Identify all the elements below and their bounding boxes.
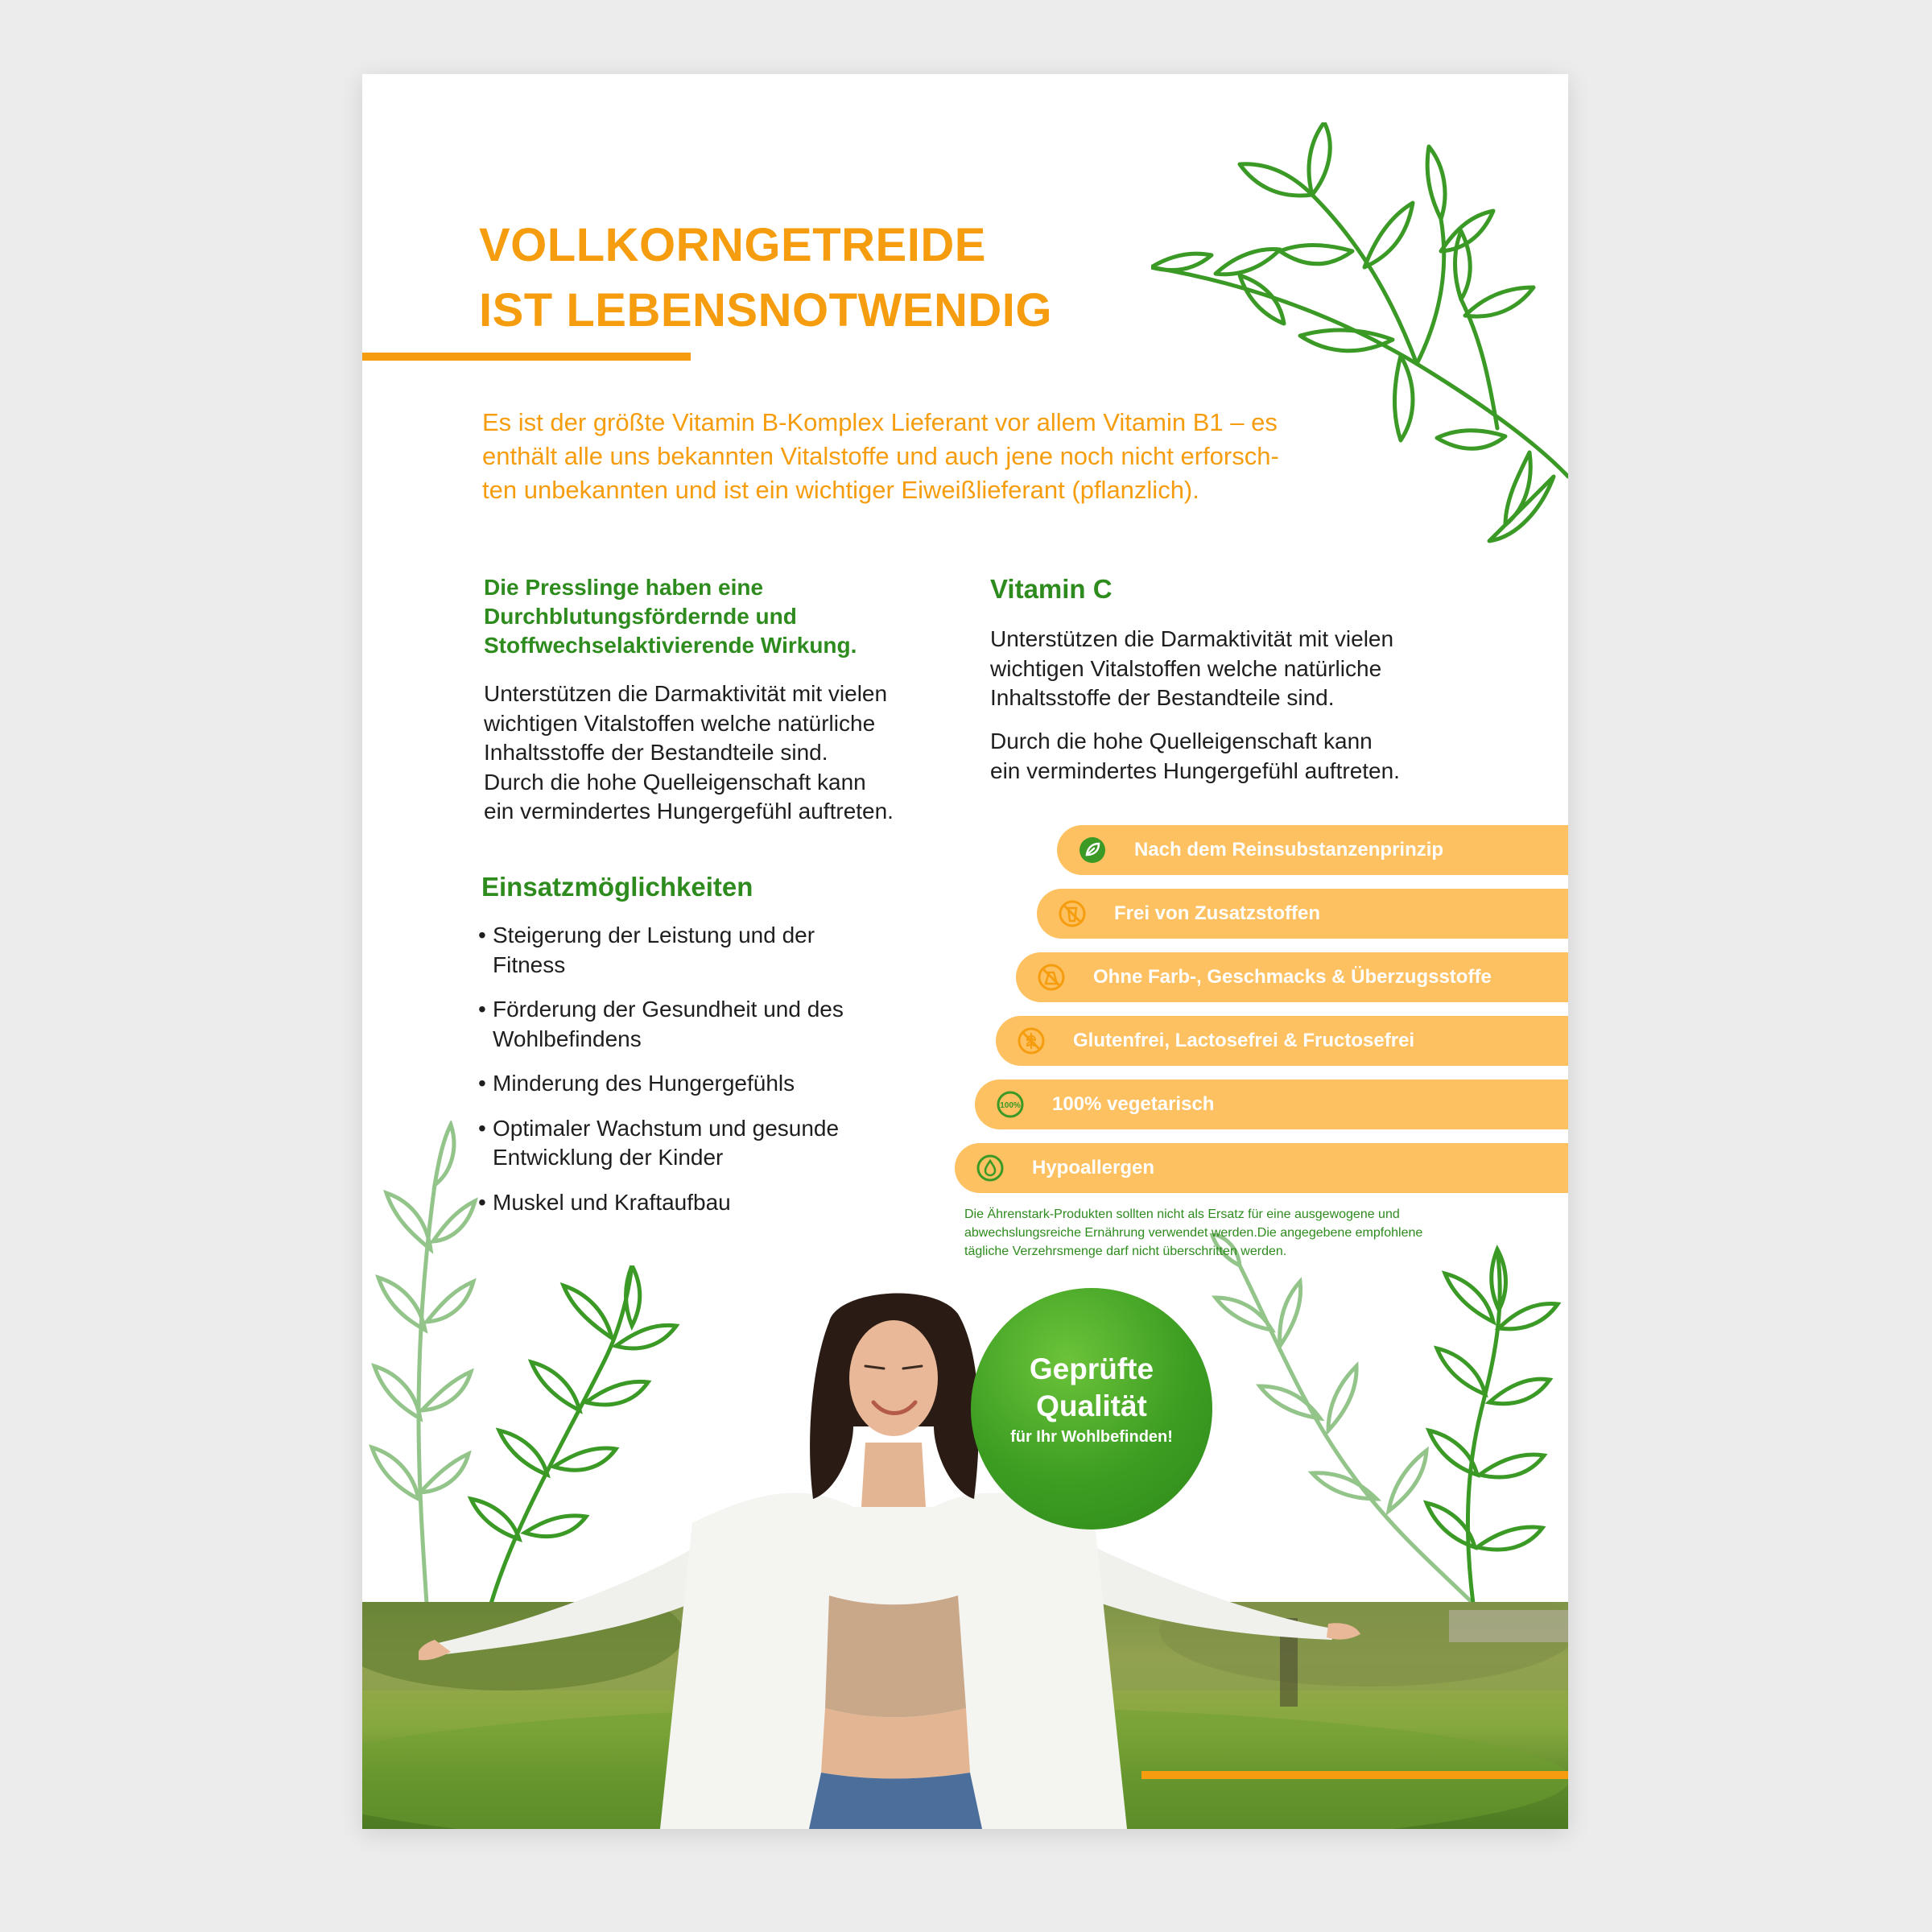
feature-label: Hypoallergen <box>1032 1157 1155 1179</box>
disclaimer-text <box>964 1205 1422 1261</box>
presslinge-text <box>484 679 894 827</box>
presslinge-heading-line: Stoffwechselaktivierende Wirkung. <box>484 633 857 658</box>
feature-pill-reinsubstanz <box>1057 825 1568 875</box>
vitamin-c-heading <box>990 573 1113 605</box>
feature-pill-glutenfrei <box>996 1016 1568 1066</box>
no-additives-icon <box>1058 899 1087 928</box>
presslinge-heading <box>484 573 857 660</box>
badge-line-1: Geprüfte <box>1029 1352 1154 1385</box>
disclaimer-line: Die Ährenstark-Produkten sollten nicht als Ersatz für eine ausgewogene und <box>964 1208 1400 1221</box>
vitamin-c-heading-text: Vitamin C <box>990 574 1113 604</box>
list-item-line-1: Steigerung der Leistung und der <box>493 923 815 947</box>
badge-line-2: Qualität <box>1036 1389 1147 1422</box>
feature-pill-vegetarisch <box>975 1080 1568 1129</box>
gluten-free-icon <box>1017 1026 1046 1055</box>
intro-text <box>482 406 1432 507</box>
list-item-line-1: Muskel und Kraftaufbau <box>493 1189 731 1215</box>
presslinge-heading-line: Durchblutungsfördernde und <box>484 604 797 629</box>
feature-label: 100% vegetarisch <box>1052 1093 1215 1115</box>
disclaimer-line: abwechslungsreiche Ernährung verwendet werden.Die angegebene empfohlene <box>964 1226 1423 1240</box>
disclaimer-line: tägliche Verzehrsmenge darf nicht überschritten werden. <box>964 1245 1287 1258</box>
feature-label: Frei von Zusatzstoffen <box>1114 902 1321 924</box>
intro-line-1: Es ist der größte Vitamin B-Komplex Lieferant vor allem Vitamin B1 – es <box>482 408 1278 436</box>
vitamin-c-text-2 <box>990 727 1400 786</box>
vitamin-c-text-line: ein vermindertes Hungergefühl auftreten. <box>990 758 1400 783</box>
list-item-line-1: Förderung der Gesundheit und des <box>493 997 844 1022</box>
vitamin-c-text-line: Inhaltsstoffe der Bestandteile sind. <box>990 685 1335 710</box>
list-item: • Muskel und Kraftaufbau <box>478 1189 731 1215</box>
vegetarian-icon-text: 100% <box>1000 1101 1021 1110</box>
list-item-line-2: Wohlbefindens <box>493 1026 642 1051</box>
page-title <box>479 213 1052 343</box>
title-line-1: VOLLKORNGETREIDE <box>479 219 986 271</box>
leaf-branch-top-right-icon <box>1151 122 1568 589</box>
vitamin-c-text-line: wichtigen Vitalstoffen welche natürliche <box>990 655 1382 681</box>
list-item: • Steigerung der Leistung und der Fitness <box>478 921 844 980</box>
feature-pill-zusatzstoffe <box>1037 889 1568 939</box>
list-item: • Förderung der Gesundheit und des Wohlbefindens <box>478 995 844 1054</box>
feature-label: Ohne Farb-, Geschmacks & Überzugsstoffe <box>1093 966 1492 988</box>
title-underline <box>362 353 691 361</box>
quality-badge <box>971 1288 1212 1530</box>
feature-pill-farbstoffe <box>1016 952 1568 1002</box>
no-color-icon <box>1037 963 1066 992</box>
vitamin-c-text-line: Unterstützen die Darmaktivität mit vielen <box>990 626 1394 651</box>
intro-line-3: ten unbekannten und ist ein wichtiger Eiweißlieferant (pflanzlich). <box>482 476 1199 504</box>
leaf-icon <box>1078 836 1107 865</box>
einsatz-list <box>478 921 844 1232</box>
einsatz-heading <box>481 871 753 903</box>
title-line-2: IST LEBENSNOTWENDIG <box>479 284 1052 336</box>
feature-pill-hypoallergen <box>955 1143 1568 1193</box>
list-item-line-1: Minderung des Hungergefühls <box>493 1071 795 1096</box>
bottom-accent-bar <box>1141 1771 1568 1779</box>
presslinge-heading-line: Die Presslinge haben eine <box>484 575 764 600</box>
list-item: • Optimaler Wachstum und gesunde Entwicklung der Kinder <box>478 1114 844 1173</box>
presslinge-text-line: ein vermindertes Hungergefühl auftreten. <box>484 799 894 824</box>
flyer-page <box>362 74 1568 1829</box>
woman-open-arms-icon <box>419 1290 1368 1829</box>
badge-line-3: für Ihr Wohlbefinden! <box>1010 1428 1173 1446</box>
vitamin-c-text-1 <box>990 625 1393 713</box>
presslinge-text-line: Durch die hohe Quelleigenschaft kann <box>484 769 866 795</box>
hypoallergenic-icon <box>976 1154 1005 1183</box>
vitamin-c-text-line: Durch die hohe Quelleigenschaft kann <box>990 729 1373 753</box>
presslinge-text-line: Unterstützen die Darmaktivität mit vielen <box>484 681 888 706</box>
feature-label: Glutenfrei, Lactosefrei & Fructosefrei <box>1073 1030 1415 1051</box>
einsatz-heading-text: Einsatzmöglichkeiten <box>481 872 753 902</box>
presslinge-text-line: Inhaltsstoffe der Bestandteile sind. <box>484 740 828 765</box>
list-item: • Minderung des Hungergefühls <box>478 1071 795 1096</box>
list-item-line-2: Fitness <box>493 952 566 977</box>
list-item-line-2: Entwicklung der Kinder <box>493 1145 724 1170</box>
vegetarian-icon <box>996 1090 1025 1119</box>
intro-line-2: enthält alle uns bekannten Vitalstoffe und auch jene noch nicht erforsch- <box>482 442 1279 470</box>
feature-label: Nach dem Reinsubstanzenprinzip <box>1134 839 1444 861</box>
presslinge-text-line: wichtigen Vitalstoffen welche natürliche <box>484 710 876 736</box>
list-item-line-1: Optimaler Wachstum und gesunde <box>493 1115 840 1141</box>
